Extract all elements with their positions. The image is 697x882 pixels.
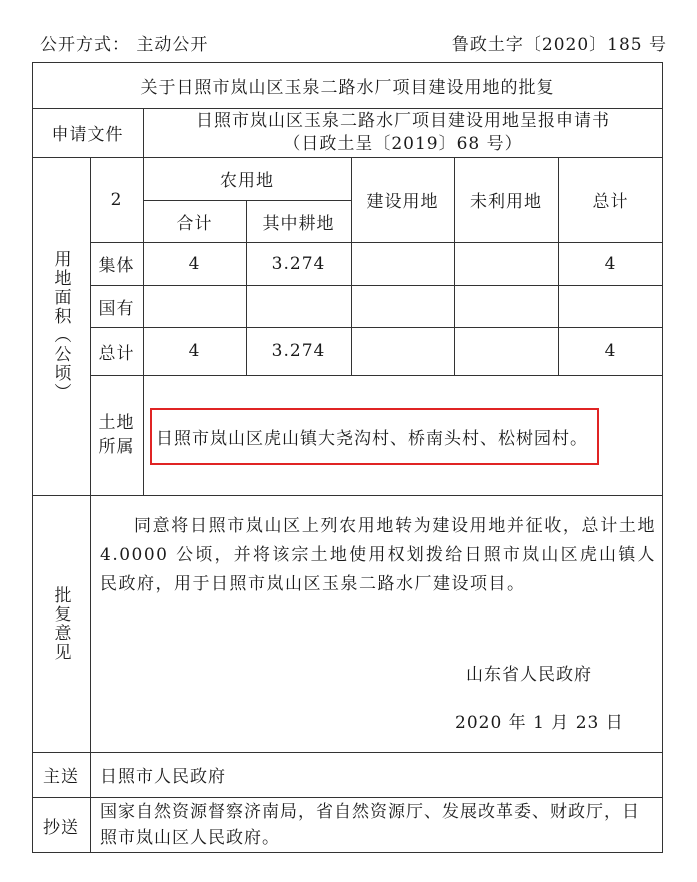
table-cell: 3.274 (271, 341, 326, 361)
main-recipient-label: 主送 (43, 767, 79, 787)
table-cell (246, 285, 351, 327)
cc-label: 抄送 (43, 817, 79, 838)
table-cell (454, 327, 558, 375)
application-file-line2: （日政土呈〔2019〕68 号） (283, 133, 523, 154)
ownership-label-line2: 所属 (98, 437, 135, 457)
col-construction-land: 建设用地 (366, 192, 439, 212)
document-number: 鲁政土字〔2020〕185 号 (451, 35, 667, 55)
col-farmland-arable: 其中耕地 (262, 213, 335, 234)
approval-label-text: 批复意见 (50, 585, 71, 662)
corner-value: 2 (110, 189, 123, 210)
application-label: 申请文件 (51, 125, 124, 145)
land-area-label-text: 用地面积（公顷） (50, 250, 71, 402)
application-file (143, 108, 663, 157)
table-cell: 3.274 (271, 253, 326, 274)
col-farmland: 农用地 (220, 171, 274, 191)
main-recipient-value: 日照市人民政府 (100, 767, 226, 787)
ownership-label-line1: 土地 (98, 413, 135, 433)
land-area-label (32, 157, 90, 495)
approval-signer: 山东省人民政府 (466, 665, 592, 685)
ownership-value: 日照市岚山区虎山镇大尧沟村、桥南头村、松树园村。 (156, 429, 588, 449)
divider (32, 495, 663, 496)
table-cell (143, 285, 246, 327)
approval-date: 2020 年 1 月 23 日 (455, 713, 624, 733)
cc-value: 国家自然资源督察济南局，省自然资源厅、发展改革委、财政厅，日照市岚山区人民政府。 (100, 802, 640, 848)
disclosure-method: 公开方式： 主动公开 (40, 35, 209, 55)
col-grand-total: 总计 (592, 192, 629, 212)
table-cell (454, 242, 558, 285)
application-file-line1: 日照市岚山区玉泉二路水厂项目建设用地呈报申请书 (196, 110, 610, 131)
row-label-state: 国有 (98, 298, 135, 319)
col-unused-land: 未利用地 (470, 192, 542, 212)
table-cell: 4 (604, 341, 617, 361)
table-cell: 4 (188, 253, 201, 274)
approval-text: 同意将日照市岚山区上列农用地转为建设用地并征收，总计土地 4.0000 公顷，并将该宗土地使用权划拨给日照市岚山区虎山镇人民政府，用于日照市岚山区玉泉二路水厂建设项目。 (100, 516, 656, 594)
col-farmland-total: 合计 (176, 213, 213, 234)
approval-label (32, 495, 90, 752)
ownership-value-highlight (150, 408, 599, 465)
table-cell (351, 242, 454, 285)
table-cell: 4 (604, 253, 617, 274)
ownership-label (90, 375, 143, 495)
row-label-total: 总计 (98, 343, 135, 364)
document-title: 关于日照市岚山区玉泉二路水厂项目建设用地的批复 (140, 78, 555, 98)
table-cell (351, 327, 454, 375)
table-cell (558, 285, 663, 327)
table-cell: 4 (188, 341, 201, 361)
table-cell (454, 285, 558, 327)
table-cell (351, 285, 454, 327)
divider (90, 375, 663, 376)
row-label-collective: 集体 (98, 256, 135, 276)
